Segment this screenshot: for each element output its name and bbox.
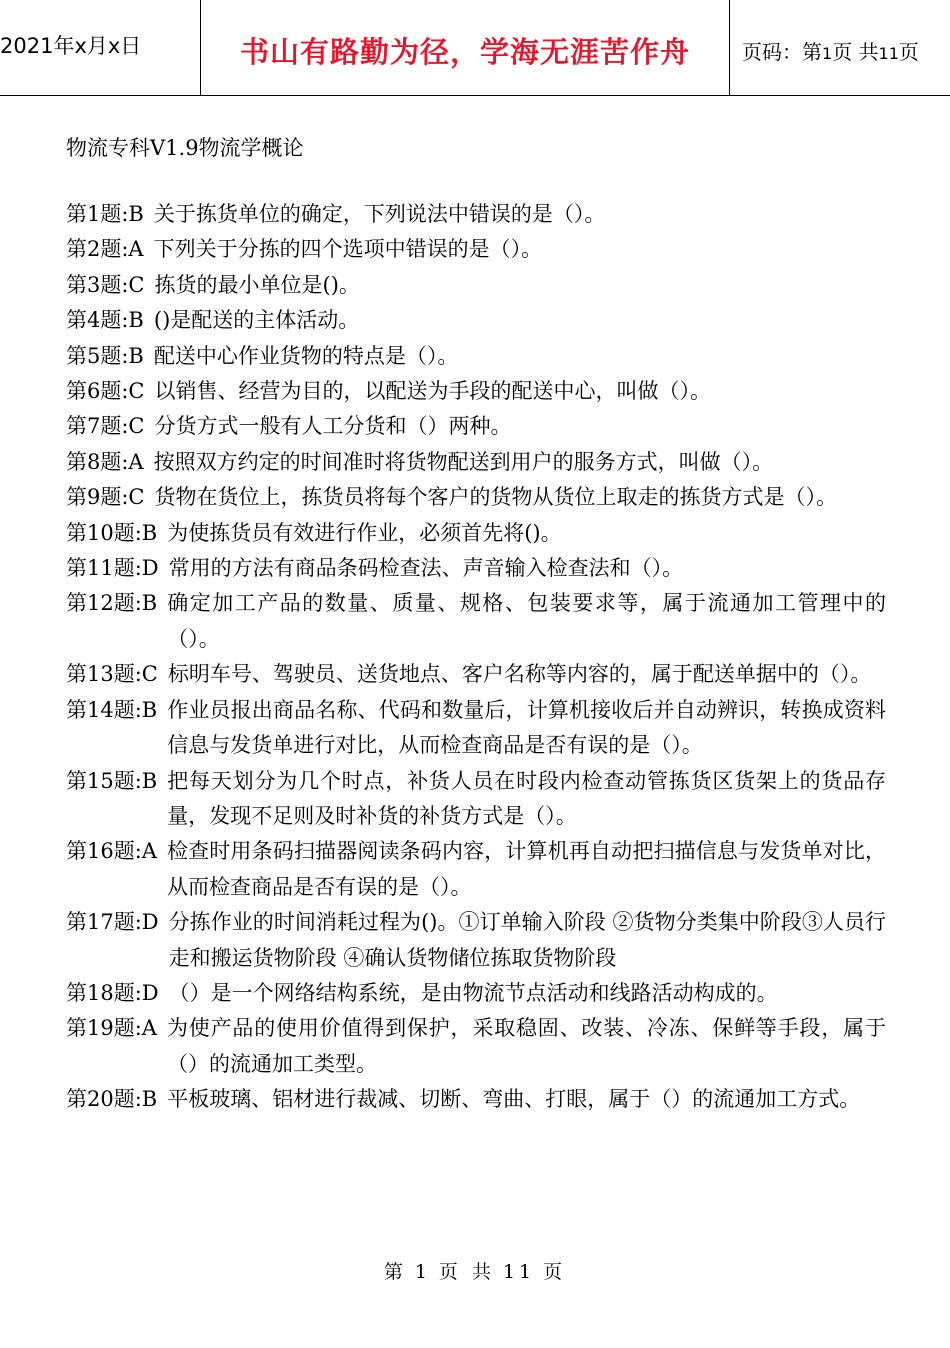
question-label: 第20题:B <box>66 1087 158 1112</box>
question-text: 检查时用条码扫描器阅读条码内容，计算机再自动把扫描信息与发货单对比，从而检查商品是否有误的是（）。 <box>166 839 886 899</box>
question-item <box>66 551 886 586</box>
question-text: 配送中心作业货物的特点是（）。 <box>153 343 459 368</box>
question-item <box>66 480 886 515</box>
question-text: 货物在货位上，拣货员将每个客户的货物从货位上取走的拣货方式是（）。 <box>154 485 838 510</box>
question-text: 为使产品的使用价值得到保护，采取稳固、改装、冷冻、保鲜等手段，属于（）的流通加工类型。 <box>166 1016 886 1076</box>
header-page-total: 11 <box>878 44 899 63</box>
question-text: 分货方式一般有人工分货和（）两种。 <box>154 414 512 439</box>
question-item <box>66 197 886 232</box>
question-label: 第10题:B <box>66 520 158 545</box>
question-list <box>66 197 886 1118</box>
question-item <box>66 516 886 551</box>
question-label: 第13题:C <box>66 662 158 687</box>
header-divider-left <box>200 0 201 96</box>
header-page-indicator <box>742 36 950 65</box>
question-text: 关于拣货单位的确定，下列说法中错误的是（）。 <box>153 202 606 226</box>
question-label: 第16题:A <box>66 839 157 864</box>
question-label: 第17题:D <box>66 910 159 935</box>
question-label: 第1题:B <box>66 202 144 226</box>
question-label: 第3题:C <box>66 272 145 297</box>
question-item <box>66 303 886 338</box>
question-label: 第18题:D <box>66 980 159 1005</box>
header-rule <box>0 95 950 96</box>
question-item <box>66 1082 886 1117</box>
question-text: （）是一个网络结构系统，是由物流节点活动和线路活动构成的。 <box>168 980 778 1005</box>
question-item <box>66 268 886 303</box>
question-text: 常用的方法有商品条码检查法、声音输入检查法和（）。 <box>168 556 684 581</box>
question-text: 为使拣货员有效进行作业，必须首先将()。 <box>167 520 562 545</box>
footer-current: 1 <box>414 1261 431 1283</box>
question-label: 第5题:B <box>66 343 144 368</box>
question-item <box>66 409 886 444</box>
question-item <box>66 232 886 267</box>
footer-total: 11 <box>502 1261 536 1283</box>
question-text: 作业员报出商品名称、代码和数量后，计算机接收后并自动辨识，转换成资料信息与发货单进行对比，从而检查商品是否有误的是（）。 <box>167 697 886 758</box>
question-item <box>66 586 886 657</box>
question-label: 第19题:A <box>66 1016 157 1041</box>
question-item <box>66 1011 886 1082</box>
header-page-mid: 页 共 <box>832 40 879 64</box>
question-item <box>66 976 886 1011</box>
question-label: 第11题:D <box>66 556 159 581</box>
question-text: 按照双方约定的时间准时将货物配送到用户的服务方式，叫做（）。 <box>153 449 774 474</box>
question-text: 分拣作业的时间消耗过程为()。①订单输入阶段 ②货物分类集中阶段③人员行走和搬运货物阶段 ④确认货物储位拣取货物阶段 <box>168 910 886 970</box>
footer-suffix: 页 <box>543 1261 567 1283</box>
question-text: 以销售、经营为目的，以配送为手段的配送中心，叫做（）。 <box>154 379 712 404</box>
question-text: 拣货的最小单位是()。 <box>154 272 360 297</box>
question-item <box>66 905 886 976</box>
question-label: 第6题:C <box>66 379 145 404</box>
question-text: ()是配送的主体活动。 <box>153 308 360 333</box>
page-footer <box>0 1257 950 1284</box>
question-item <box>66 657 886 692</box>
question-label: 第7题:C <box>66 414 145 439</box>
question-item <box>66 764 886 835</box>
header-date: 2021年x月x日 <box>0 34 142 58</box>
question-text: 把每天划分为几个时点，补货人员在时段内检查动管拣货区货架上的货品存量，发现不足则及时补货的补货方式是（）。 <box>167 768 886 828</box>
question-label: 第12题:B <box>66 591 158 616</box>
question-text: 下列关于分拣的四个选项中错误的是（）。 <box>153 237 543 262</box>
question-text: 确定加工产品的数量、质量、规格、包装要求等，属于流通加工管理中的（）。 <box>167 591 886 651</box>
question-text: 平板玻璃、铝材进行裁减、切断、弯曲、打眼，属于（）的流通加工方式。 <box>167 1087 861 1112</box>
question-label: 第14题:B <box>66 697 158 722</box>
question-item <box>66 445 886 480</box>
question-item <box>66 693 886 764</box>
header-divider-right <box>729 0 730 96</box>
header-page-current: 1 <box>822 44 833 63</box>
header-motto: 书山有路勤为径，学海无涯苦作舟 <box>239 35 690 69</box>
question-item <box>66 834 886 905</box>
document-title: 物流专科V1.9物流学概论 <box>66 136 304 160</box>
footer-prefix: 第 <box>383 1261 407 1283</box>
question-item <box>66 339 886 374</box>
footer-mid: 页 共 <box>438 1261 495 1283</box>
header-page-prefix: 页码：第 <box>742 40 822 64</box>
question-item <box>66 374 886 409</box>
question-label: 第4题:B <box>66 308 144 333</box>
page-header <box>0 0 950 96</box>
question-label: 第15题:B <box>66 768 158 793</box>
header-page-suffix: 页 <box>898 40 919 64</box>
question-label: 第9题:C <box>66 485 145 510</box>
question-label: 第2题:A <box>66 237 144 262</box>
question-text: 标明车号、驾驶员、送货地点、客户名称等内容的，属于配送单据中的（）。 <box>167 662 872 687</box>
question-label: 第8题:A <box>66 449 144 474</box>
